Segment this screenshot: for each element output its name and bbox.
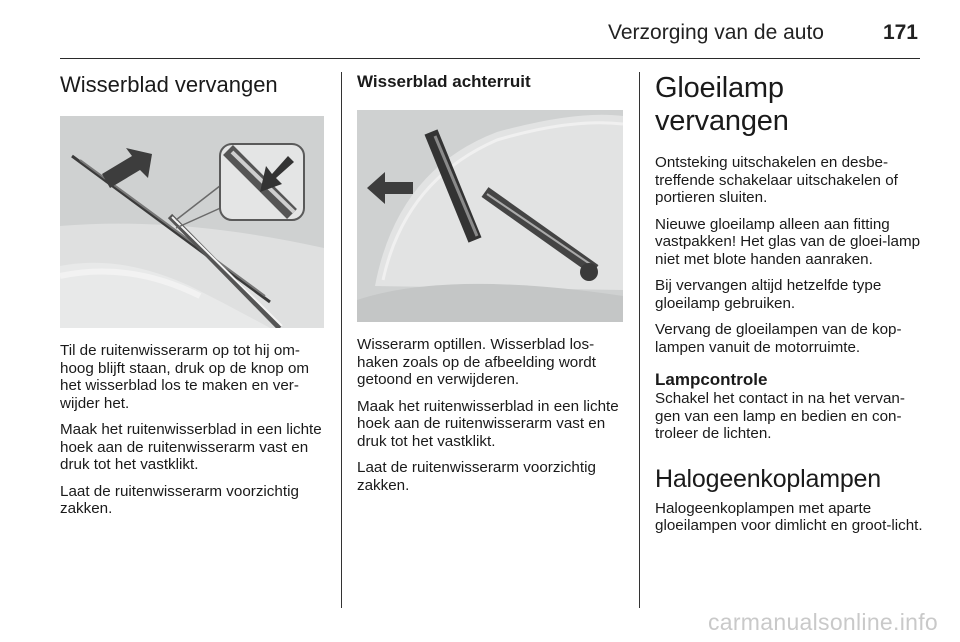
column-wiper-blade: [60, 72, 325, 527]
windshield-wiper-illustration-icon: [60, 116, 324, 328]
section-title: Verzorging van de auto: [608, 21, 824, 44]
heading-rear-wiper: Wisserblad achterruit: [357, 72, 531, 91]
heading-bulb-replacement: Gloeilamp vervangen: [655, 72, 789, 137]
heading-halogen: Halogeenkoplampen: [655, 464, 881, 493]
paragraph: Nieuwe gloeilamp alleen aan fitting vastpakken! Het glas van de gloei-lamp niet met blote handen aanraken.: [655, 215, 921, 268]
paragraph: Ontsteking uitschakelen en desbe-treffende schakelaar uitschakelen of portieren sluiten.: [655, 154, 898, 206]
paragraph: Laat de ruitenwisserarm voorzichtig zakken.: [357, 459, 596, 494]
paragraph: Wisserarm optillen. Wisserblad los-haken zoals op de afbeelding wordt getoond en verwijderen.: [357, 336, 596, 388]
page-header: [60, 14, 920, 59]
column-divider: [341, 72, 342, 608]
page-number: 171: [882, 21, 918, 44]
body-text: [60, 342, 325, 518]
paragraph: Maak het ruitenwisserblad in een lichte hoek aan de ruitenwisserarm vast en druk tot het vastklikt.: [60, 421, 322, 473]
paragraph: Vervang de gloeilampen van de kop-lampen vanuit de motorruimte.: [655, 321, 902, 356]
heading-lamp-check: Lampcontrole: [655, 370, 768, 389]
paragraph: Til de ruitenwisserarm op tot hij om-hoog blijft staan, druk op de knop om het wisserblad los te maken en ver-wijder het.: [60, 342, 310, 412]
column-rear-wiper: [357, 72, 625, 503]
paragraph: Maak het ruitenwisserblad in een lichte hoek aan de ruitenwisserarm vast en druk tot het vastklikt.: [357, 397, 619, 450]
rear-wiper-illustration-icon: [357, 110, 623, 322]
body-text: [357, 336, 625, 494]
watermark: carmanualsonline.info: [707, 609, 938, 635]
column-bulb-replacement: [655, 72, 925, 544]
paragraph: Schakel het contact in na het vervan-gen van een lamp en bedien en con-troleer de lichten.: [655, 390, 905, 442]
paragraph: Bij vervangen altijd hetzelfde type gloeilamp gebruiken.: [655, 277, 882, 312]
paragraph: Halogeenkoplampen met aparte gloeilampen voor dimlicht en groot-licht.: [655, 499, 923, 534]
body-text: [655, 154, 925, 356]
paragraph: Laat de ruitenwisserarm voorzichtig zakken.: [60, 482, 299, 517]
column-divider: [639, 72, 640, 608]
heading-wiper-blade: Wisserblad vervangen: [60, 72, 278, 97]
